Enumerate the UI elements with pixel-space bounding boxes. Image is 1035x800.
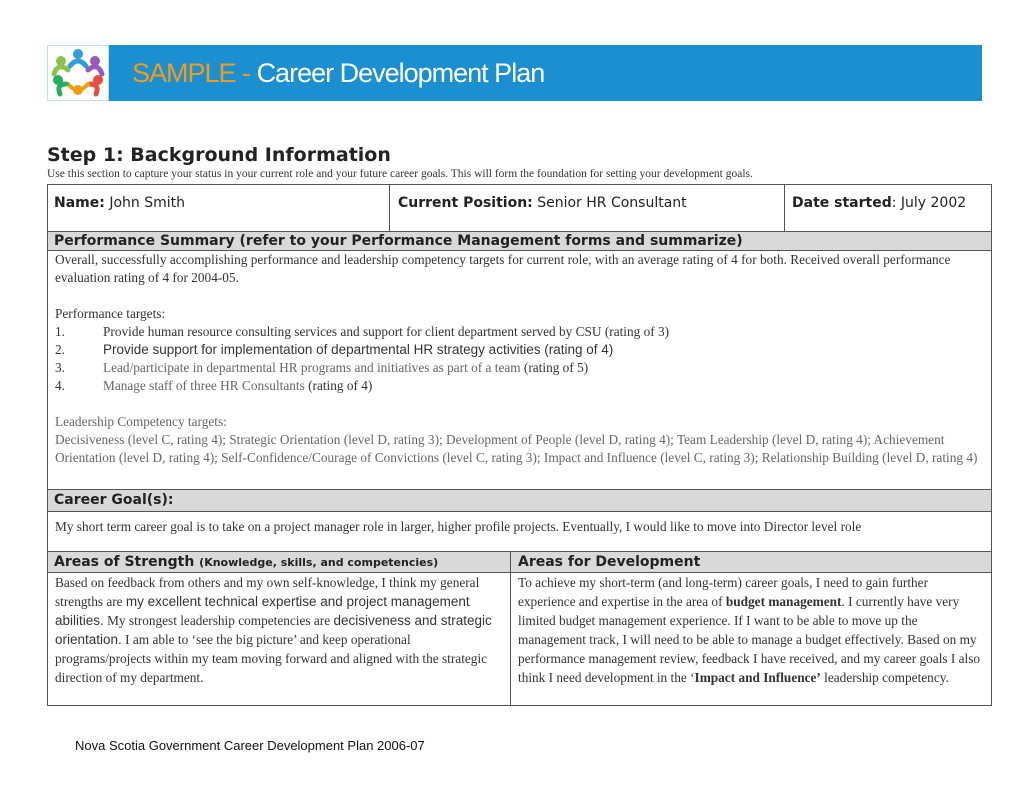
target-number: 2. [55,342,65,357]
development-text: leadership competency. [820,670,949,685]
target-number: 4. [55,378,65,393]
strengths-body [55,573,505,687]
target-item [55,377,985,395]
strengths-text: My strongest leadership competencies are [103,613,334,628]
target-item [55,323,985,341]
strengths-text: Based on feedback from others and my own self-knowledge, I think my general strengths are [55,575,480,609]
target-text: Lead/participate in departmental HR programs and initiatives as part of a team [103,360,521,375]
target-text: Provide human resource consulting services and support for client department served by CSU (rating of 3) [103,324,670,339]
target-text: Manage staff of three HR Consultants [103,378,305,393]
strengths-text: I am able to ‘see the big picture’ and keep operational programs/projects within my team moving forward and aligned with the strategic direction of my department. [55,632,488,685]
strengths-heading: Areas of Strength [54,554,195,570]
development-body [518,573,983,687]
performance-overall: Overall, successfully accomplishing performance and leadership competency targets for current role, with an average rating of 4 for both. Received overall performance evaluation rating of 4 for 2004-05. [55,252,951,285]
step-description: Use this section to capture your status in your current role and your future career goals. This will form the foundation for setting your development goals. [47,168,753,180]
performance-heading [48,232,991,250]
career-goal-text: My short term career goal is to take on a project manager role in larger, higher profile projects. Eventually, I would like to move into Director level role [55,519,862,534]
divider [510,552,511,706]
page-title [132,58,544,89]
sample-label: SAMPLE - [132,58,251,88]
divider [48,511,991,512]
leadership-text: Decisiveness (level C, rating 4); Strategic Orientation (level D, rating 3); Development of People (level D, rating 4); Team Leadership (level D, rating 4); Achievement Orientation (level D, rating 4); Self-Confidence/Courage of Convictions (level C, rating 3); Impact and Influence (level C, rating 3); Relationship Building (level D, rating 4) [55,432,978,465]
name-label: Name: [54,195,105,211]
performance-body [55,251,985,467]
development-heading: Areas for Development [518,554,701,570]
target-rating: (rating of 4) [304,378,373,393]
career-goal-heading [48,490,991,511]
strengths-subheading: (Knowledge, skills, and competencies) [199,556,439,569]
development-text: To achieve my short-term (and long-term) career goals, I need to gain further experience and expertise in the area of [518,575,928,609]
position-cell [398,195,687,211]
position-label: Current Position: [398,195,533,211]
performance-heading-text: Performance Summary (refer to your Performance Management forms and summarize) [54,233,743,249]
name-cell [54,195,185,211]
leadership-heading: Leadership Competency targets: [55,414,227,429]
footer-text: Nova Scotia Government Career Development Plan 2006-07 [75,738,425,753]
title-text: Career Development Plan [256,58,545,88]
name-value: John Smith [109,195,185,211]
target-item [55,359,985,377]
position-value: Senior HR Consultant [537,195,687,211]
target-item [55,341,985,359]
date-value: : July 2002 [891,195,967,211]
step-title: Step 1: Background Information [47,144,391,166]
strengths-highlight: my excellent technical expertise and project management abilities. [55,594,470,628]
strengths-highlight: decisiveness and strategic orientation. [55,613,492,647]
development-text: . I currently have very limited budget management experience. If I want to be able to move up the management track, I will need to be able to manage a budget effectively. Based on my performance management review, feedback I have received, and my career goals I also think I need development in the ‘ [518,594,981,685]
divider [389,185,390,231]
target-text: Provide support for implementation of departmental HR strategy activities [103,342,541,357]
target-number: 1. [55,324,65,339]
target-number: 3. [55,360,65,375]
development-highlight: Impact and Influence’ [694,670,821,685]
career-goal-heading-text: Career Goal(s): [54,492,174,508]
targets-heading: Performance targets: [55,306,166,321]
date-cell [792,195,966,211]
target-rating: (rating of 5) [520,360,589,375]
development-highlight: budget management [725,594,842,609]
background-form [47,184,992,706]
people-circle-logo-icon [47,45,109,101]
date-label: Date started [792,195,892,211]
target-rating: (rating of 4) [540,342,614,357]
